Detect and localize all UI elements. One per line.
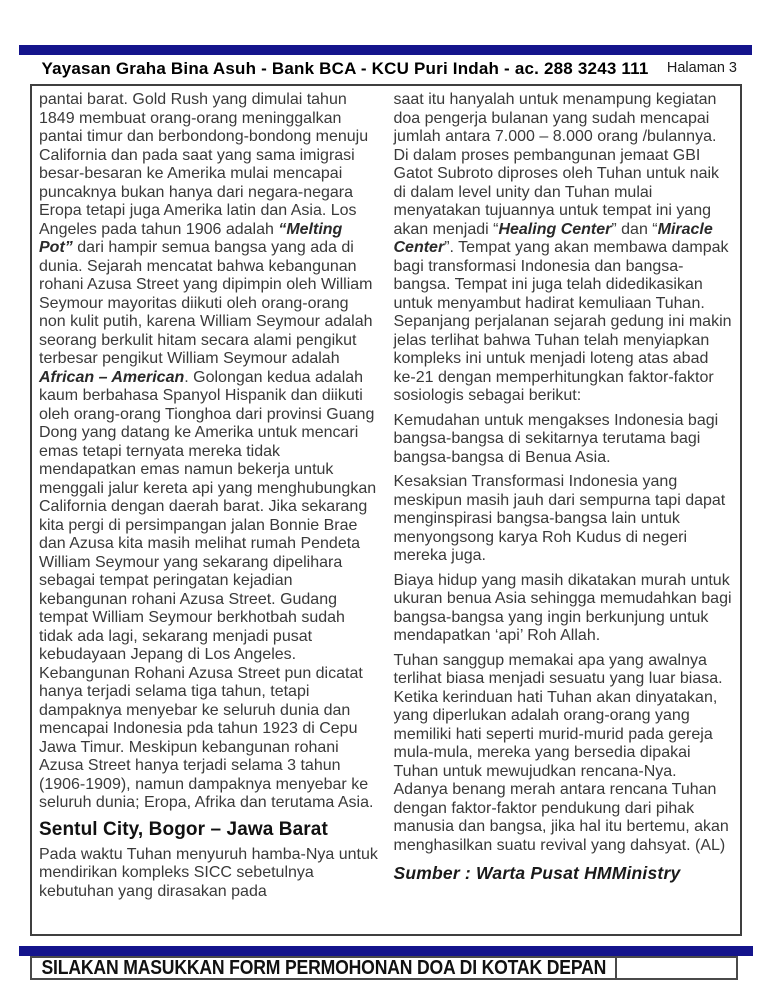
top-divider-bar — [19, 45, 752, 55]
footer-notice-box — [30, 956, 738, 980]
section-heading: Sentul City, Bogor – Jawa Barat — [39, 818, 328, 840]
body-paragraph: Kesaksian Transformasi Indonesia yang meskipun masih jauh dari sempurna tapi dapat menginspirasi bangsa-bangsa lain untuk menyongsong karya Roh Kudus di negeri mereka juga. — [393, 473, 726, 564]
page-number: Halaman 3 — [666, 60, 737, 76]
article-body-box — [30, 84, 742, 936]
bottom-divider-bar — [19, 946, 753, 956]
source-line: Sumber : Warta Pusat HMMinistry — [393, 863, 681, 883]
body-paragraph: Kemudahan untuk mengakses Indonesia bagi bangsa-bangsa di sekitarnya terutama bagi bangsa-bangsa di Benua Asia. — [393, 411, 719, 466]
footer-notice-cell — [32, 958, 617, 978]
left-column — [39, 91, 379, 930]
body-paragraph: pantai barat. Gold Rush yang dimulai tahun 1849 membuat orang-orang meninggalkan pantai timur dan berbondong-bondong menuju California dan pada saat yang sama imigrasi besar-besaran ke Amerika mulai mencapai puncaknya bukan hanya dari negara-negara Eropa tetapi juga Amerika latin dan Asia. Los Angeles pada tahun 1906 adalah “Melting Pot” dari hampir semua bangsa yang ada di dunia. Sejarah mencatat bahwa kebangunan rohani Azusa Street yang dipimpin oleh William Seymour mayoritas diikuti oleh orang-orang non kulit putih, karena William Seymour adalah seorang berkulit hitam secara alami pengikut terbesar pengikut William Seymour adalah African – American. Golongan kedua adalah kaum berbahasa Spanyol Hispanik dan diikuti oleh orang-orang Tionghoa dari provinsi Guang Dong yang datang ke Amerika untuk mencari emas tetapi ternyata mereka tidak mendapatkan emas namun bekerja untuk menggali jalur kereta api yang menghubungkan California dengan daerah barat. Jika sekarang kita pergi di persimpangan jalan Bonnie Brae dan Azusa kita masih melihat rumah Pendeta William Seymour yang sekarang dipelihara sebagai tempat peringatan kejadian kebangunan rohani Azusa Street. Gudang tempat William Seymour berkhotbah sudah tidak ada lagi, sekarang menjadi pusat kebudayaan Jepang di Los Angeles. Kebangunan Rohani Azusa Street pun dicatat hanya terjadi selama tiga tahun, tetapi dampaknya menyebar ke seluruh dunia dan mencapai Indonesia pda tahun 1923 di Cepu Jawa Timur. Meskipun kebangunan rohani Azusa Street hanya terjadi selama 3 tahun (1906-1909), namun dampaknya menyebar ke seluruh dunia; Eropa, Afrika dan terutama Asia. — [39, 91, 377, 811]
footer-notice-text: SILAKAN MASUKKAN FORM PERMOHONAN DOA DI KOTAK DEPAN — [41, 958, 606, 978]
footer-empty-cell — [617, 958, 736, 978]
body-paragraph: saat itu hanyalah untuk menampung kegiatan doa pengerja bulanan yang sudah mencapai jumlah antara 7.000 – 8.000 orang /bulannya. Di dalam proses pembangunan jemaat GBI Gatot Subroto diproses oleh Tuhan untuk naik di dalam level unity dan Tuhan mulai menyatakan tujuannya untuk tempat ini yang akan menjadi “Healing Center” dan “Miracle Center”. Tempat yang akan membawa dampak bagi transformasi Indonesia dan bangsa-bangsa. Tempat ini juga telah didedikasikan untuk menyambut hadirat kemuliaan Tuhan. Sepanjang perjalanan sejarah gedung ini makin jelas terlihat bahwa Tuhan telah menyiapkan kompleks ini untuk menjadi loteng atas abad ke-21 dengan memperhitungkan faktor-faktor sosiologis sebagai berikut: — [393, 91, 732, 404]
body-paragraph: Pada waktu Tuhan menyuruh hamba-Nya untuk mendirikan kompleks SICC sebetulnya kebutuhan yang dirasakan pada — [39, 845, 378, 900]
header-title: Yayasan Graha Bina Asuh - Bank BCA - KCU Puri Indah - ac. 288 3243 111 — [41, 59, 649, 78]
body-paragraph: Tuhan sanggup memakai apa yang awalnya terlihat biasa menjadi sesuatu yang luar biasa. Ketika kerinduan hati Tuhan akan dinyatakan, yang diperlukan adalah orang-orang yang memiliki hati seperti murid-murid pada gereja mula-mula, mereka yang bersedia dipakai Tuhan untuk mewujudkan rencana-Nya. Adanya benang merah antara rencana Tuhan dengan faktor-faktor pendukung dari pihak manusia dan bangsa, jika hal itu bertemu, akan menghasilkan suatu revival yang dahsyat. (AL) — [393, 651, 729, 854]
body-paragraph: Biaya hidup yang masih dikatakan murah untuk ukuran benua Asia sehingga memudahkan bagi bangsa-bangsa yang ingin berkunjung untuk mendapatkan ‘api’ Roh Allah. — [393, 571, 732, 644]
right-column — [394, 91, 734, 930]
